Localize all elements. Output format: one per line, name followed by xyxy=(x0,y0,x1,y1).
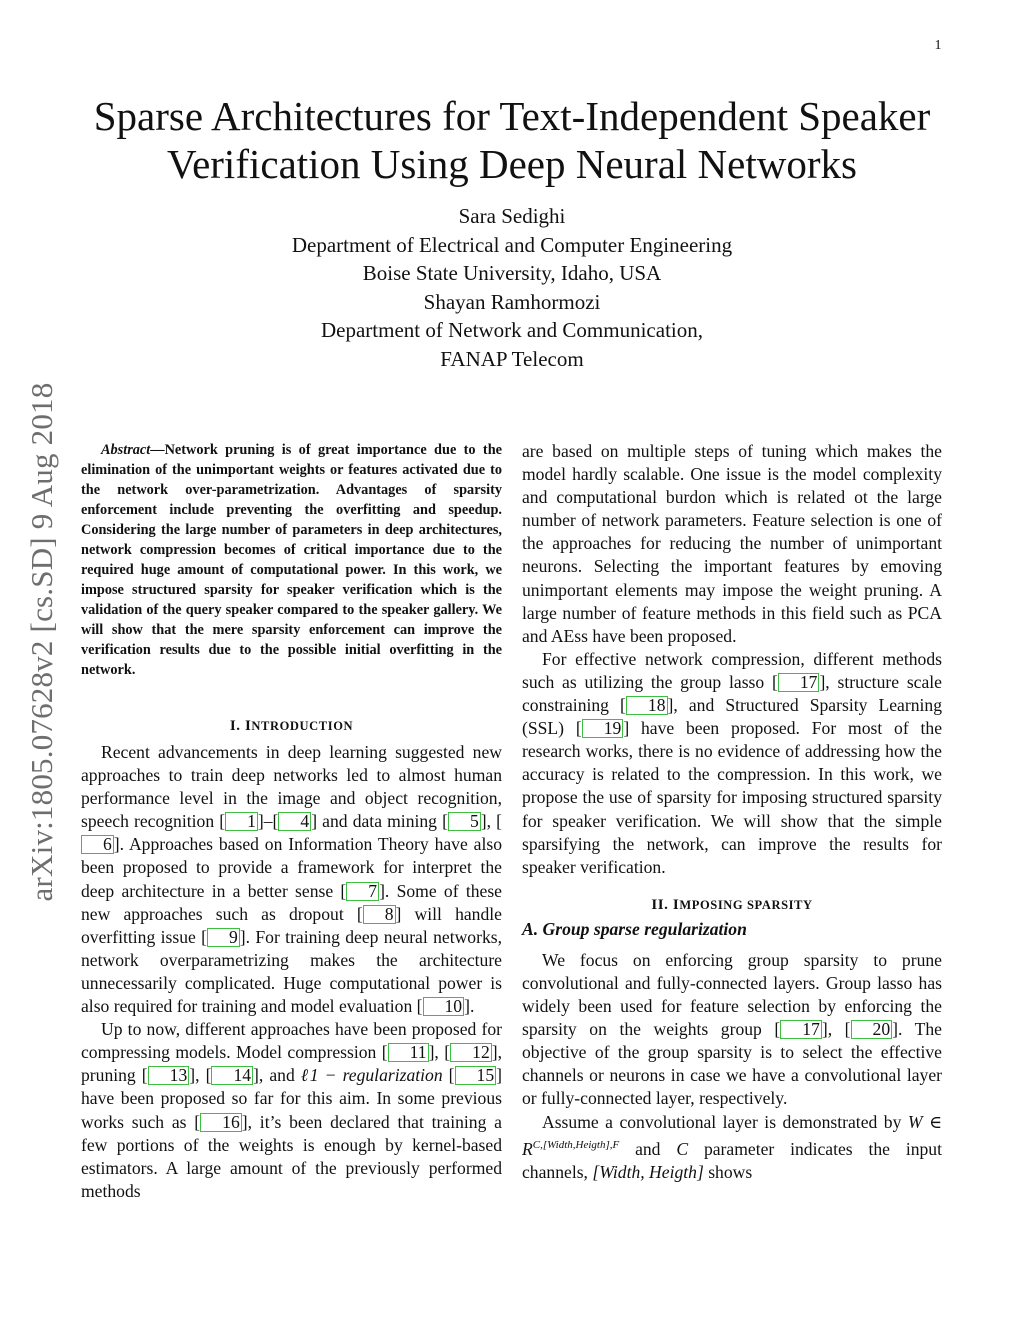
text-run: ] will handle overfitting issue [ xyxy=(81,903,502,947)
math-expression: ℓ1 − regularization xyxy=(300,1065,443,1086)
intro-paragraph-1 xyxy=(81,741,502,1018)
abstract-label: Abstract xyxy=(101,442,151,458)
body-paragraph: are based on multiple steps of tuning which makes the model hardly scalable. One issue is the model complexity and computational burdon which is related ot the large number of network parameters. Feature selection is one of the approaches for reducing the number of unimportant neurons. Selecting the important features by emoving unimportant elements may impose the weight pruning. A large number of feature methods in this field such as PCA and AEss have been proposed. xyxy=(522,441,942,646)
math-expression: W ∈ R xyxy=(522,1111,942,1159)
text-run: [ xyxy=(442,1065,455,1086)
citation-link[interactable]: 4 xyxy=(278,812,311,831)
author-affiliation: Boise State University, Idaho, USA xyxy=(362,261,662,286)
abstract-text: —Network pruning is of great importance due to the elimination of the unimportant weights or features activated due to the network over-parametrization. Advantages of sparsity enforcement include preventing the overfitting and speedup. Considering the large number of parameters in deep architectures, network compression becomes of critical importance due to the required huge amount of computational power. In this work, we impose structured sparsity for speaker verification which is the validation of the query speaker compared to the speaker gallery. We will show that the mere sparsity enforcement can improve the verification results due to the possible initial overfitting in the network. xyxy=(81,442,502,678)
title-line-1: Sparse Architectures for Text-Independent Speaker xyxy=(93,93,931,139)
text-run: ]. The objective of the group sparsity is to select the effective channels or neurons in case we have a convolutional layer or fully-connected layer, respectively. xyxy=(522,1019,942,1109)
author-name: Sara Sedighi xyxy=(458,204,566,228)
math-expression: C xyxy=(676,1138,689,1159)
citation-link[interactable]: 10 xyxy=(423,997,465,1016)
arxiv-identifier-stamp: arXiv:1805.07628v2 [cs.SD] 9 Aug 2018 xyxy=(24,382,59,902)
text-run: ]. xyxy=(464,996,475,1017)
text-run: ], it’s been declared that training a few portions of the weights is enough by kernel-based estimators. A large amount of the previously performed methods xyxy=(81,1111,502,1201)
text-run: ]–[ xyxy=(257,811,279,832)
text-run: parameter indicates the input channels, xyxy=(522,1138,942,1182)
text-run: and xyxy=(619,1138,677,1159)
body-paragraph xyxy=(522,648,942,879)
author-affiliation: FANAP Telecom xyxy=(440,346,584,371)
text-run: shows xyxy=(703,1161,753,1182)
citation-link[interactable]: 17 xyxy=(780,1020,822,1039)
citation-link[interactable]: 1 xyxy=(225,812,258,831)
author-name: Shayan Ramhormozi xyxy=(423,289,601,314)
body-paragraph xyxy=(522,949,942,1111)
intro-paragraph-2 xyxy=(81,1018,502,1203)
section-heading-imposing-sparsity xyxy=(522,897,942,914)
text-run: ]. Approaches based on Information Theory have also been proposed to provide a framework for interpret the deep architecture in a better sense [ xyxy=(81,834,502,901)
math-superscript: C,[Width,Heigth],F xyxy=(532,1138,620,1151)
text-run: ], [ xyxy=(189,1065,212,1086)
citation-link[interactable]: 16 xyxy=(200,1113,242,1132)
text-run: Assume a convolutional layer is demonstrated by xyxy=(542,1111,908,1132)
section-title: NTRODUCTION xyxy=(251,719,354,733)
citation-link[interactable]: 14 xyxy=(211,1066,253,1085)
right-column xyxy=(522,440,942,1184)
page-number: 1 xyxy=(934,38,942,53)
text-run: ]. Some of these new approaches such as dropout [ xyxy=(81,880,502,924)
text-run: ] and data mining [ xyxy=(311,811,448,832)
abstract xyxy=(81,440,502,680)
author-affiliation: Department of Electrical and Computer Engineering xyxy=(291,232,733,257)
math-expression: [Width, Heigth] xyxy=(592,1161,704,1182)
citation-link[interactable]: 13 xyxy=(148,1066,190,1085)
citation-link[interactable]: 5 xyxy=(448,812,481,831)
body-paragraph xyxy=(522,1111,942,1184)
author-affiliation: Department of Network and Communication, xyxy=(321,318,703,343)
text-run: ] have been proposed so far for this aim. In some previous works such as [ xyxy=(81,1065,502,1132)
text-run: ], [ xyxy=(480,811,503,832)
citation-link[interactable]: 8 xyxy=(363,905,396,924)
subsection-heading: A. Group sparse regularization xyxy=(522,918,747,939)
text-run: ], pruning [ xyxy=(81,1042,502,1086)
section-heading-introduction xyxy=(81,718,502,735)
author-block xyxy=(160,202,864,374)
text-run: Up to now, different approaches have been proposed for compressing models. Model compression [ xyxy=(81,1019,502,1063)
text-run: ], [ xyxy=(821,1019,851,1040)
paper-title xyxy=(60,92,964,188)
citation-link[interactable]: 9 xyxy=(207,928,240,947)
section-title: MPOSING SPARSITY xyxy=(679,897,813,912)
title-line-2: Verification Using Deep Neural Networks xyxy=(167,141,857,187)
citation-link[interactable]: 6 xyxy=(81,835,114,854)
text-run: ], [ xyxy=(428,1042,451,1063)
text-run: Recent advancements in deep learning suggested new approaches to train deep networks led to almost human performance level in the image and object recognition, speech recognition [ xyxy=(81,742,502,832)
section-numeral: I. I xyxy=(229,718,252,734)
text-run: ], and xyxy=(253,1065,301,1086)
citation-link[interactable]: 20 xyxy=(851,1020,893,1039)
text-run: ], and Structured Sparsity Learning (SSL) [ xyxy=(522,695,942,739)
citation-link[interactable]: 12 xyxy=(450,1043,492,1062)
left-column xyxy=(81,440,502,1203)
citation-link[interactable]: 11 xyxy=(388,1043,429,1062)
citation-link[interactable]: 18 xyxy=(626,696,668,715)
citation-link[interactable]: 17 xyxy=(778,673,820,692)
citation-link[interactable]: 19 xyxy=(582,719,624,738)
text-run: ], structure scale constraining [ xyxy=(522,671,942,716)
text-run: ] have been proposed. For most of the research works, there is no evidence of addressing how the accuracy is related to the compression. In this work, we propose the use of sparsity for imposing structured sparsity for speaker verification. We will show that the simple sparsifying the network, can improve the results for speaker verification. xyxy=(522,718,943,877)
text-run: For effective network compression, different methods such as utilizing the group lasso [ xyxy=(522,648,942,692)
section-numeral: II. I xyxy=(651,896,680,913)
text-run: We focus on enforcing group sparsity to prune convolutional and fully-connected layers. Group lasso has widely been used for feature selection by enforcing the sparsity on the weights group [ xyxy=(522,949,942,1040)
citation-link[interactable]: 15 xyxy=(455,1066,497,1085)
citation-link[interactable]: 7 xyxy=(346,882,379,901)
text-run: ]. For training deep neural networks, network overparametrizing makes the architecture unnecessarily complicated. Huge computational power is also required for training and model evaluation [ xyxy=(81,926,502,1017)
